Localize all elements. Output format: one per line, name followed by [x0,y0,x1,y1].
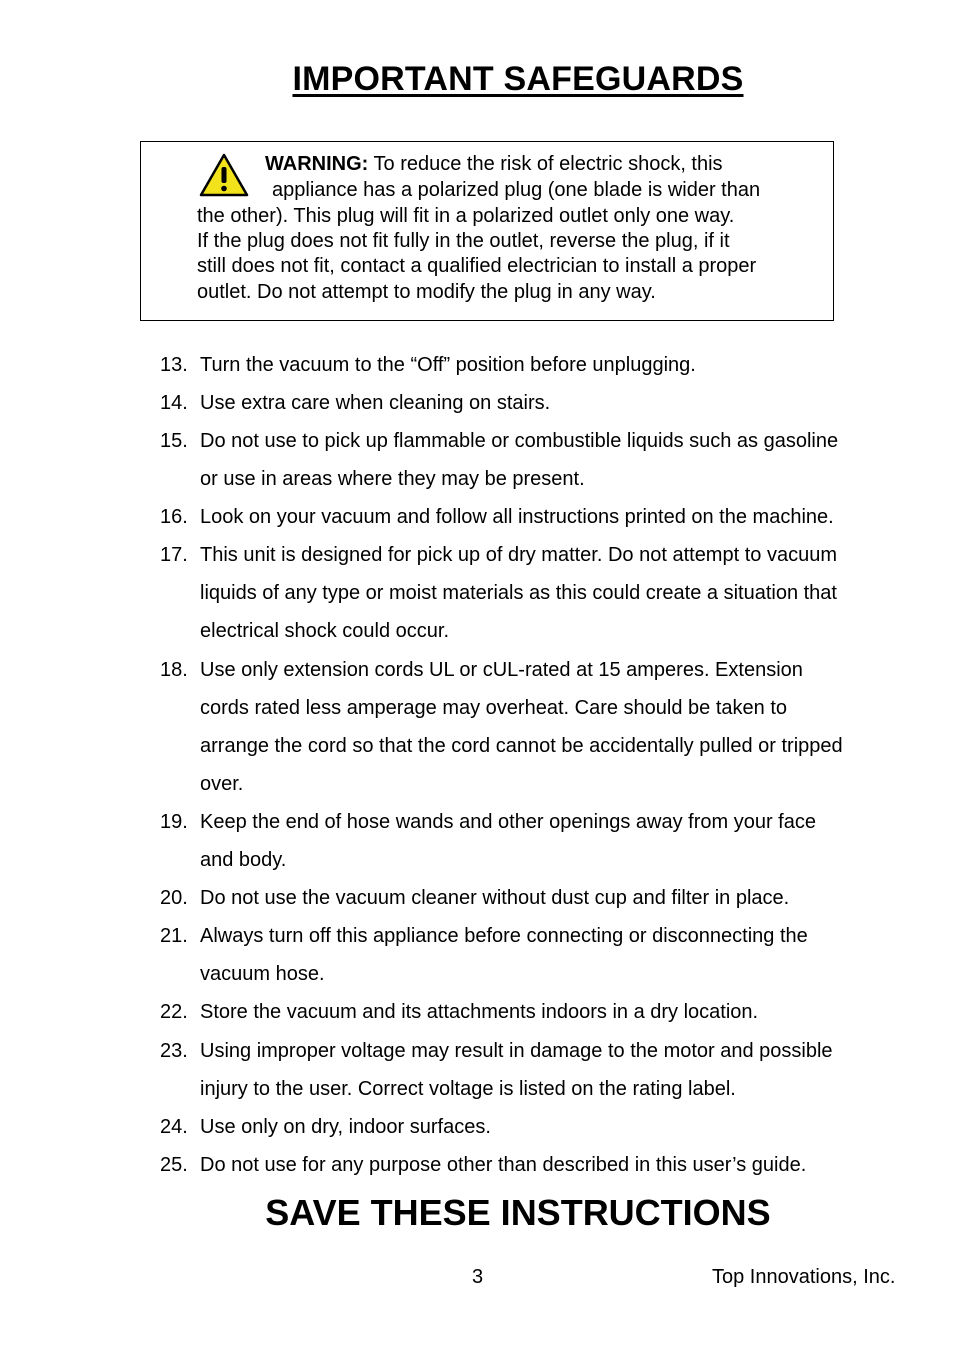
item-number: 14. [160,392,188,414]
list-item-line: This unit is designed for pick up of dry matter. Do not attempt to vacuum [200,544,837,566]
list-item-line: Keep the end of hose wands and other openings away from your face [200,811,816,833]
list-item-line: Always turn off this appliance before connecting or disconnecting the [200,925,808,947]
save-instructions-heading: SAVE THESE INSTRUCTIONS [265,1192,771,1233]
item-number: 24. [160,1116,188,1138]
list-item-line: liquids of any type or moist materials as this could create a situation that [200,582,837,604]
list-item-line: Use only on dry, indoor surfaces. [200,1116,491,1138]
list-item-line: Do not use for any purpose other than described in this user’s guide. [200,1154,807,1176]
list-item-line: arrange the cord so that the cord cannot be accidentally pulled or tripped [200,735,843,757]
list-item-line: Use extra care when cleaning on stairs. [200,392,551,414]
list-item-line: or use in areas where they may be present. [200,468,585,490]
warning-line-3: the other). This plug will fit in a polarized outlet only one way. [197,205,735,227]
warning-line-4: If the plug does not fit fully in the outlet, reverse the plug, if it [197,230,730,252]
warning-line-2: appliance has a polarized plug (one blade is wider than [272,179,761,201]
list-item-line: Do not use the vacuum cleaner without dust cup and filter in place. [200,887,790,909]
item-number: 22. [160,1001,188,1023]
warning-triangle-icon [199,152,249,198]
item-number: 25. [160,1154,188,1176]
company-name: Top Innovations, Inc. [712,1266,896,1288]
list-item-line: Look on your vacuum and follow all instructions printed on the machine. [200,506,834,528]
list-item-line: Store the vacuum and its attachments indoors in a dry location. [200,1001,759,1023]
warning-line-5: still does not fit, contact a qualified electrician to install a proper [197,255,757,277]
list-item-line: Use only extension cords UL or cUL-rated at 15 amperes. Extension [200,659,803,681]
item-number: 15. [160,430,188,452]
item-number: 13. [160,354,188,376]
warning-box [140,141,834,321]
item-number: 21. [160,925,188,947]
list-item-line: cords rated less amperage may overheat. Care should be taken to [200,697,787,719]
page-title: IMPORTANT SAFEGUARDS [292,60,744,98]
item-number: 17. [160,544,188,566]
item-number: 23. [160,1040,188,1062]
item-number: 16. [160,506,188,528]
item-number: 18. [160,659,188,681]
list-item-line: Do not use to pick up flammable or combustible liquids such as gasoline [200,430,839,452]
page-number: 3 [472,1266,484,1288]
list-item-line: electrical shock could occur. [200,620,450,642]
item-number: 19. [160,811,188,833]
warning-line-6: outlet. Do not attempt to modify the plug in any way. [197,281,656,303]
warning-line-1 [265,154,723,174]
list-item-line: injury to the user. Correct voltage is listed on the rating label. [200,1078,736,1100]
list-item-line: and body. [200,849,287,871]
list-item-line: vacuum hose. [200,963,325,985]
list-item-line: over. [200,773,244,795]
warning-label: WARNING: [265,153,369,175]
list-item-line: Turn the vacuum to the “Off” position before unplugging. [200,354,696,376]
item-number: 20. [160,887,188,909]
list-item-line: Using improper voltage may result in damage to the motor and possible [200,1040,833,1062]
warning-text-1: To reduce the risk of electric shock, this [368,153,723,175]
